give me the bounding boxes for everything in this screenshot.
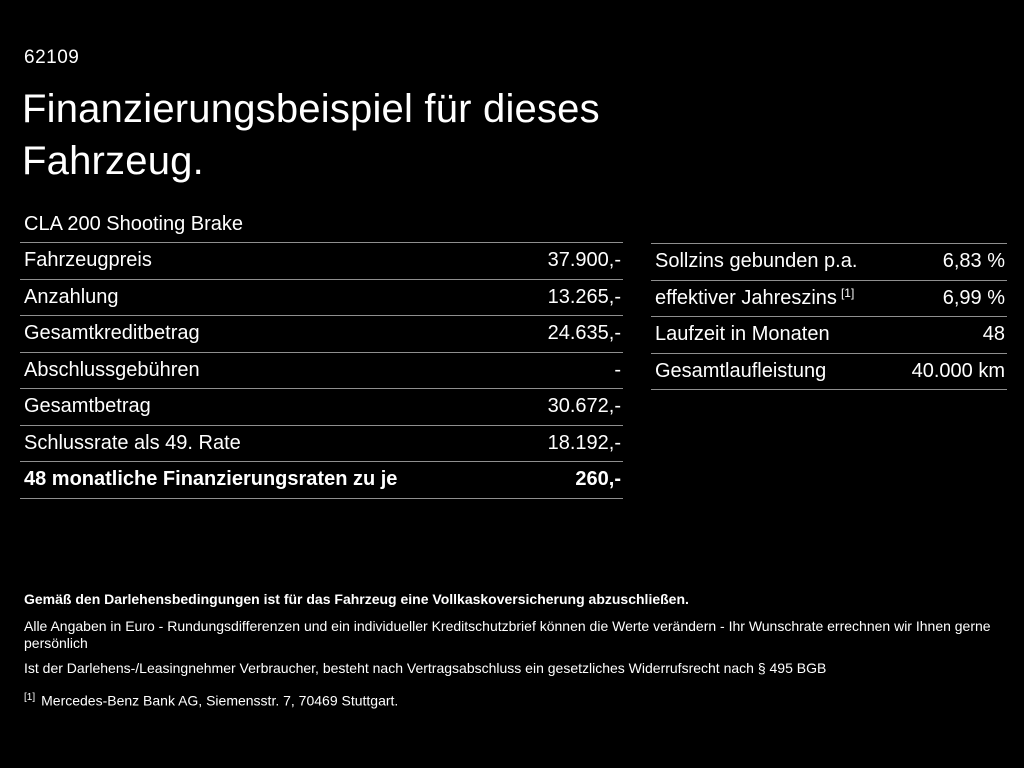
footnote-reference-marker: [1] <box>24 692 36 703</box>
table-row-effektiver-jahreszins <box>651 281 1007 318</box>
row-value: - <box>614 358 621 381</box>
row-label: Abschlussgebühren <box>24 358 200 381</box>
footnote-marker: [1] <box>840 285 855 300</box>
row-value: 260,- <box>575 468 621 491</box>
table-row-schlussrate <box>20 426 623 463</box>
financing-table-right <box>651 243 1007 499</box>
row-value: 18.192,- <box>547 431 621 454</box>
vehicle-model-name: CLA 200 Shooting Brake <box>24 212 244 235</box>
row-label: Schlussrate als 49. Rate <box>24 431 241 454</box>
page-title: Finanzierungsbeispiel für dieses Fahrzeug. <box>22 87 600 183</box>
row-value: 13.265,- <box>547 285 621 308</box>
financing-tables <box>20 206 1007 499</box>
table-row-gesamtbetrag <box>20 389 623 426</box>
legal-footer <box>24 591 1004 710</box>
row-label-wrap <box>655 287 854 310</box>
table-row-sollzins <box>651 244 1007 281</box>
table-row-anzahlung <box>20 280 623 317</box>
row-value: 6,99 % <box>942 286 1005 309</box>
row-label: Gesamtbetrag <box>24 395 151 418</box>
table-row-fahrzeugpreis <box>20 243 623 280</box>
financing-table-left <box>20 206 623 499</box>
row-label: 48 monatliche Finanzierungsraten zu je <box>24 468 398 491</box>
row-label: Anzahlung <box>24 285 119 308</box>
table-row-laufzeit <box>651 317 1007 354</box>
row-value: 30.672,- <box>547 395 621 418</box>
table-row-gesamtkreditbetrag <box>20 316 623 353</box>
document-number: 62109 <box>24 47 80 68</box>
row-label: effektiver Jahreszins <box>655 286 837 309</box>
table-row-monatsrate <box>20 462 623 499</box>
row-value: 48 <box>982 323 1005 346</box>
insurance-note: Gemäß den Darlehensbedingungen ist für das Fahrzeug eine Vollkaskoversicherung abzuschließen. <box>24 591 689 607</box>
footnote-reference <box>24 689 1004 710</box>
vehicle-model-row <box>20 206 623 243</box>
disclaimer-line-2: Ist der Darlehens-/Leasingnehmer Verbraucher, besteht nach Vertragsabschluss ein gesetzliches Widerrufsrecht nach § 495 BGB <box>24 660 827 676</box>
row-label: Sollzins gebunden p.a. <box>655 250 858 273</box>
row-label: Gesamtkreditbetrag <box>24 322 200 345</box>
row-label: Laufzeit in Monaten <box>655 323 830 346</box>
disclaimer-line-1: Alle Angaben in Euro - Rundungsdifferenzen und ein individueller Kreditschutzbrief können die Werte verändern - Ihr Wunschrate errechnen wir Ihnen gerne persönlich <box>24 618 991 651</box>
table-row-gesamtlaufleistung <box>651 354 1007 391</box>
table-row-abschlussgebuehren <box>20 353 623 390</box>
row-value: 6,83 % <box>942 250 1005 273</box>
footnote-reference-text: Mercedes-Benz Bank AG, Siemensstr. 7, 70469 Stuttgart. <box>41 692 399 709</box>
row-value: 37.900,- <box>547 249 621 272</box>
row-label: Fahrzeugpreis <box>24 249 152 272</box>
row-value: 40.000 km <box>911 359 1005 382</box>
row-value: 24.635,- <box>547 322 621 345</box>
row-label: Gesamtlaufleistung <box>655 359 827 382</box>
